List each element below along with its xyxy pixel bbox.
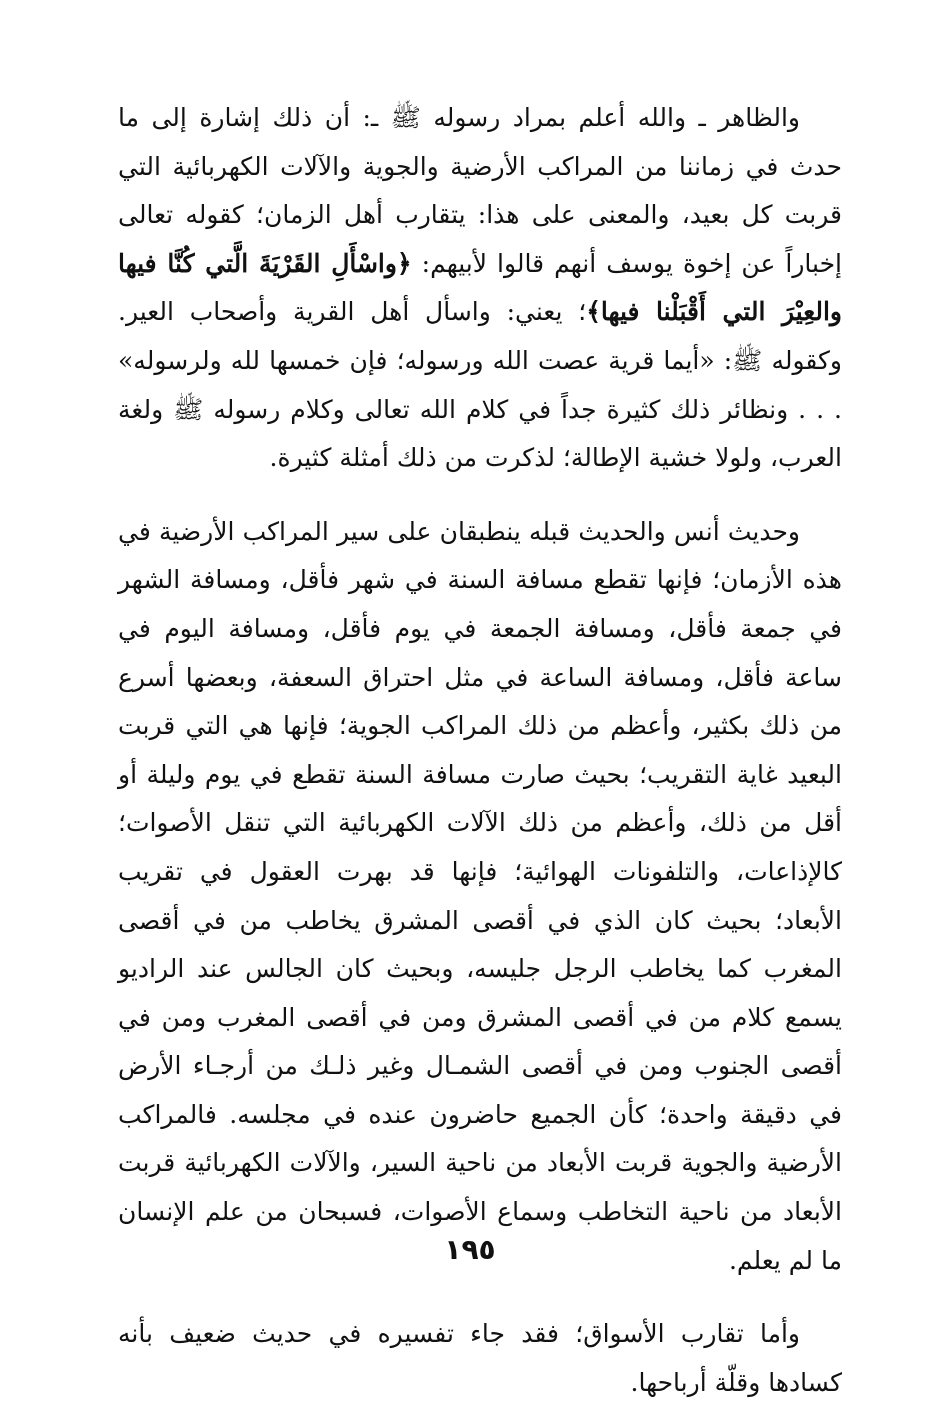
quran-quote: ﴿واسْأَلِ القَرْيَةَ الَّتي كُنَّا فيها والعِيْرَ التي أَقْبَلْنا فيها﴾ bbox=[118, 248, 842, 327]
paragraph-1-text-before-ayah: والظاهر ـ والله أعلم بمراد رسوله ﷺ ـ: أن ذلك إشارة إلى ما حدث في زماننا من المراكب الأرضية والجوية والآلات الكهربائية التي قربت كل بعيد، والمعنى على هذا: يتقارب أهل الزمان؛ كقوله تعالى إخباراً عن إخوة يوسف أنهم قالوا لأبيهم: bbox=[118, 103, 842, 278]
paragraph-2: وحديث أنس والحديث قبله ينطبقان على سير المراكب الأرضية في هذه الأزمان؛ فإنها تقطع مسافة السنة في شهر فأقل، ومسافة الشهر في جمعة فأقل، ومسافة الجمعة في يوم فأقل، ومسافة اليوم في ساعة فأقل، ومسافة الساعة في مثل احتراق السعفة، وبعضها أسرع من ذلك بكثير، وأعظم من ذلك المراكب الجوية؛ فإنها هي التي قربت البعيد غاية التقريب؛ بحيث صارت مسافة السنة تقطع في يوم وليلة أو أقل من ذلك، وأعظم من ذلك الآلات الكهربائية التي تنقل الأصوات؛ كالإذاعات، والتلفونات الهوائية؛ فإنها قد بهرت العقول في تقريب الأبعاد؛ بحيث كان الذي في أقصى المشرق يخاطب من في أقصى المغرب كما يخاطب الرجل جليسه، وبحيث كان الجالس عند الراديو يسمع كلام من في أقصى المشرق ومن في أقصى المغرب ومن في أقصى الجنوب ومن في أقصى الشمـال وغير ذلـك من أرجـاء الأرض في دقيقة واحدة؛ كأن الجميع حاضرون عنده في مجلسه. فالمراكب الأرضية والجوية قربت الأبعاد من ناحية السير، والآلات الكهربائية قربت الأبعاد من ناحية التخاطب وسماع الأصوات، فسبحان من علم الإنسان ما لم يعلم. bbox=[118, 516, 842, 1275]
paragraph-3: وأما تقارب الأسواق؛ فقد جاء تفسيره في حديث ضعيف بأنه كسادها وقلّة أرباحها. bbox=[118, 1319, 842, 1397]
paragraph-1 bbox=[118, 94, 842, 483]
paragraph-1-text-after-ayah: ؛ يعني: واسأل أهل القرية وأصحاب العير. وكقوله ﷺ: «أيما قرية عصت الله ورسوله؛ فإن خمسها لله ولرسوله» . . . ونظائر ذلك كثيرة جداً في كلام الله تعالى وكلام رسوله ﷺ ولغة العرب، ولولا خشية الإطالة؛ لذكرت من ذلك أمثلة كثيرة. bbox=[118, 297, 842, 473]
page-number: ١٩٥ bbox=[444, 1233, 496, 1266]
page-body bbox=[118, 94, 842, 1407]
